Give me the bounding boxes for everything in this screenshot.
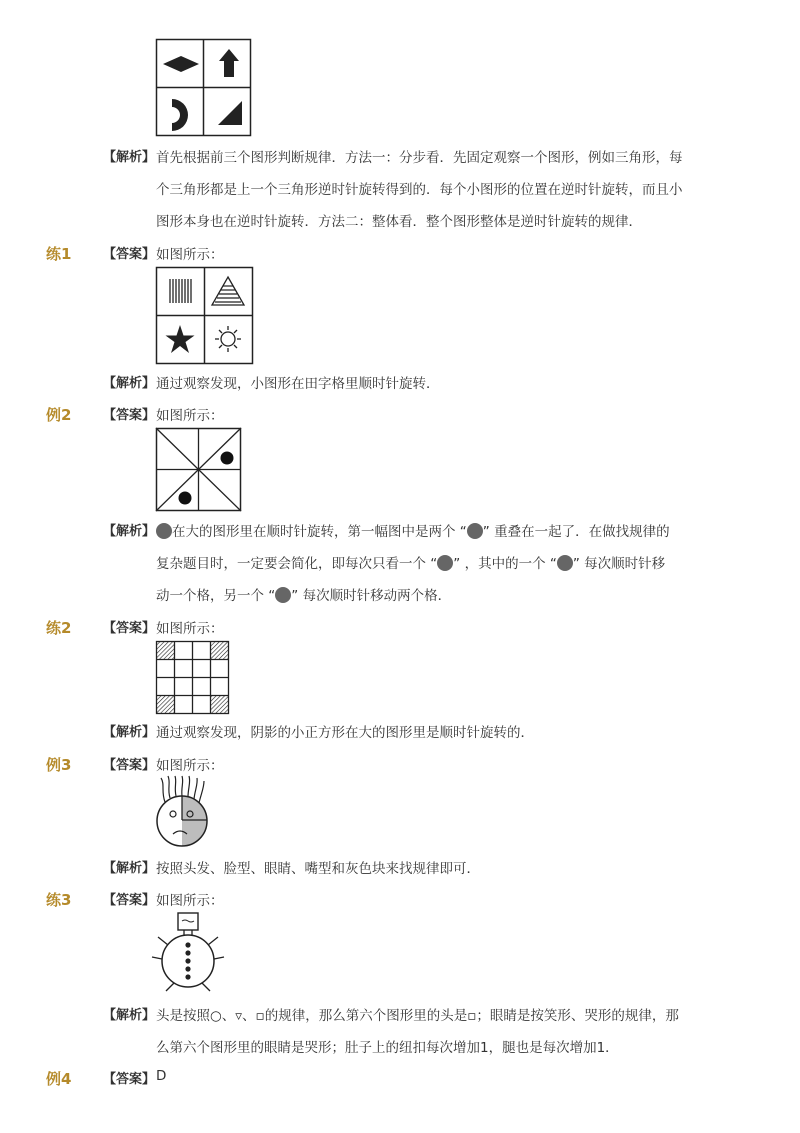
gray-dot-icon bbox=[467, 523, 483, 539]
analysis-text-line: 个三角形都是上一个三角形逆时针旋转得到的．每个小图形的位置在逆时针旋转，而且小 bbox=[156, 182, 683, 198]
analysis-label: 【 解析 】 bbox=[103, 721, 155, 740]
analysis-label: 【 解析 】 bbox=[103, 520, 155, 539]
figure-li2-octant bbox=[156, 428, 242, 512]
analysis-text-line: 首先根据前三个图形判断规律．方法一：分步看．先固定观察一个图形，例如三角形，每 bbox=[156, 150, 683, 166]
answer-text: 如图所示： bbox=[156, 758, 224, 774]
problem-number: 例2 bbox=[46, 406, 72, 424]
gray-dot-icon bbox=[275, 587, 291, 603]
analysis-text-line: 通过观察发现，阴影的小正方形在大的图形里是顺时针旋转的． bbox=[156, 725, 534, 741]
answer-text: 如图所示： bbox=[156, 621, 224, 637]
answer-text: 如图所示： bbox=[156, 247, 224, 263]
analysis-text-line: 在大的图形里在顺时针旋转，第一幅图中是两个 “ ” 重叠在一起了．在做找规律的 bbox=[156, 520, 670, 540]
gray-dot-icon bbox=[557, 555, 573, 571]
problem-number: 例3 bbox=[46, 756, 72, 774]
answer-label: 【 答案 】 bbox=[103, 617, 155, 636]
analysis-text-line: 复杂题目时，一定要会简化，即每次只看一个 “ ” ，其中的一个 “ ” 每次顺时针移 bbox=[156, 556, 666, 572]
gray-dot-icon bbox=[437, 555, 453, 571]
analysis-label: 【 解析 】 bbox=[103, 857, 155, 876]
figure-li3-face bbox=[153, 776, 211, 850]
problem-number: 例4 bbox=[46, 1070, 72, 1088]
problem-number: 练2 bbox=[46, 619, 72, 637]
answer-label: 【 答案 】 bbox=[103, 889, 155, 908]
answer-label: 【 答案 】 bbox=[103, 1068, 155, 1087]
analysis-text-line: 动一个格，另一个 “ ” 每次顺时针移动两个格． bbox=[156, 588, 452, 604]
answer-label: 【 答案 】 bbox=[103, 404, 155, 423]
answer-label: 【 答案 】 bbox=[103, 754, 155, 773]
analysis-text-line: 图形本身也在逆时针旋转．方法二：整体看．整个图形整体是逆时针旋转的规律． bbox=[156, 214, 642, 230]
analysis-text-line: 头是按照○、▿、▫的规律，那么第六个图形里的头是▫；眼睛是按笑形、哭形的规律，那 bbox=[156, 1008, 679, 1024]
gray-dot-icon bbox=[156, 523, 172, 539]
answer-text: 如图所示： bbox=[156, 893, 224, 909]
analysis-label: 【 解析 】 bbox=[103, 146, 155, 165]
answer-label: 【 答案 】 bbox=[103, 243, 155, 262]
figure-lian3-snowman bbox=[152, 911, 228, 993]
problem-number: 练1 bbox=[46, 245, 72, 263]
analysis-text-line: 按照头发、脸型、眼睛、嘴型和灰色块来找规律即可． bbox=[156, 861, 480, 877]
answer-text: D bbox=[156, 1068, 167, 1084]
answer-text: 如图所示： bbox=[156, 408, 224, 424]
problem-number: 练3 bbox=[46, 891, 72, 909]
analysis-label: 【 解析 】 bbox=[103, 1004, 155, 1023]
analysis-label: 【 解析 】 bbox=[103, 372, 155, 391]
analysis-text-line: 么第六个图形里的眼睛是哭形；肚子上的纽扣每次增加1，腿也是每次增加1． bbox=[156, 1040, 619, 1056]
figure-rotated-shapes bbox=[156, 39, 252, 137]
figure-lian2-shaded-grid bbox=[156, 641, 230, 714]
analysis-text-line: 通过观察发现，小图形在田字格里顺时针旋转． bbox=[156, 376, 440, 392]
figure-lian1-grid bbox=[156, 267, 254, 365]
